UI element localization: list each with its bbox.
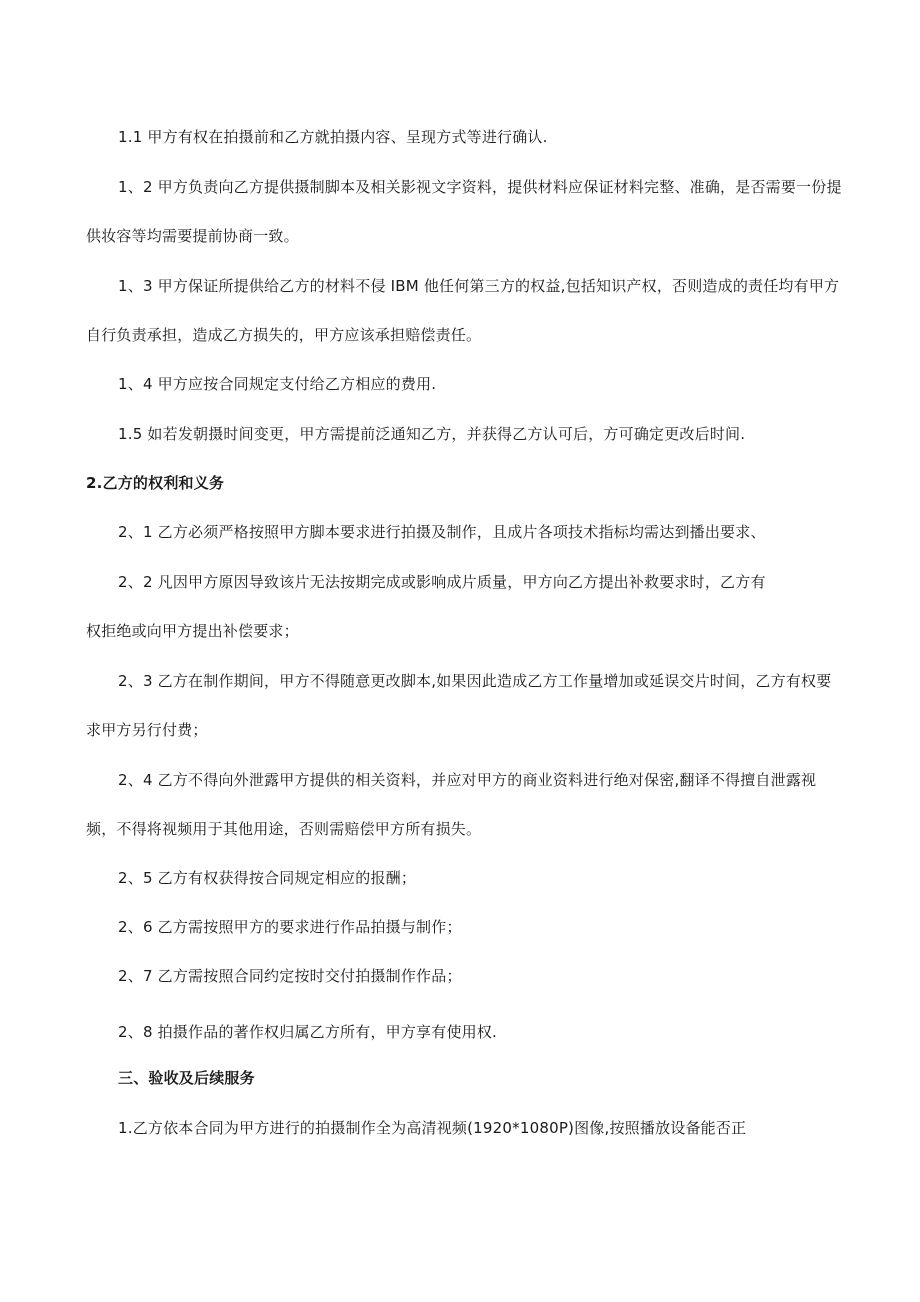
clause-3-1: 1.乙方依本合同为甲方进行的拍摄制作全为高清视频(1920*1080P)图像,按照播放设备能否正 [118, 1119, 747, 1137]
clause-2-4-line-2: 频，不得将视频用于其他用途，否则需赔偿甲方所有损失。 [86, 820, 482, 838]
clause-1-3-line-1: 1、3 甲方保证所提供给乙方的材料不侵 IBM 他任何第三方的权益,包括知识产权，否则造成的责任均有甲方 [118, 277, 840, 295]
clause-2-2-line-2: 权拒绝或向甲方提出补偿要求； [86, 622, 299, 640]
clause-1-1: 1.1 甲方有权在拍摄前和乙方就拍摄内容、呈现方式等进行确认. [118, 128, 548, 146]
clause-1-4: 1、4 甲方应按合同规定支付给乙方相应的费用. [118, 375, 437, 393]
section-heading-party-b: 2.乙方的权利和义务 [86, 474, 225, 492]
clause-2-1: 2、1 乙方必须严格按照甲方脚本要求进行拍摄及制作，且成片各项技术指标均需达到播出要求、 [118, 523, 766, 541]
section-heading-acceptance: 三、验收及后续服务 [118, 1069, 255, 1087]
clause-1-3-line-2: 自行负责承担，造成乙方损失的，甲方应该承担赔偿责任。 [86, 326, 482, 344]
clause-1-2-line-1: 1、2 甲方负责向乙方提供摄制脚本及相关影视文字资料，提供材料应保证材料完整、准确，是否需要一份提 [118, 178, 842, 196]
clause-1-2-line-2: 供妆容等均需要提前协商一致。 [86, 227, 299, 245]
clause-2-5: 2、5 乙方有权获得按合同规定相应的报酬； [118, 869, 417, 887]
clause-2-4-line-1: 2、4 乙方不得向外泄露甲方提供的相关资料，并应对甲方的商业资料进行绝对保密,翻译不得擅自泄露视 [118, 771, 817, 789]
clause-2-6: 2、6 乙方需按照甲方的要求进行作品拍摄与制作； [118, 918, 462, 936]
clause-1-5: 1.5 如若发朝摄时间变更，甲方需提前泛通知乙方，并获得乙方认可后，方可确定更改后时间. [118, 425, 746, 443]
clause-2-2-line-1: 2、2 凡因甲方原因导致该片无法按期完成或影响成片质量，甲方向乙方提出补救要求时，乙方有 [118, 573, 766, 591]
clause-2-3-line-1: 2、3 乙方在制作期间，甲方不得随意更改脚本,如果因此造成乙方工作量增加或延误交片时间，乙方有权要 [118, 672, 832, 690]
clause-2-8: 2、8 拍摄作品的著作权归属乙方所有，甲方享有使用权. [118, 1023, 498, 1041]
clause-2-3-line-2: 求甲方另行付费； [86, 721, 208, 739]
clause-2-7: 2、7 乙方需按照合同约定按时交付拍摄制作作品； [118, 967, 462, 985]
